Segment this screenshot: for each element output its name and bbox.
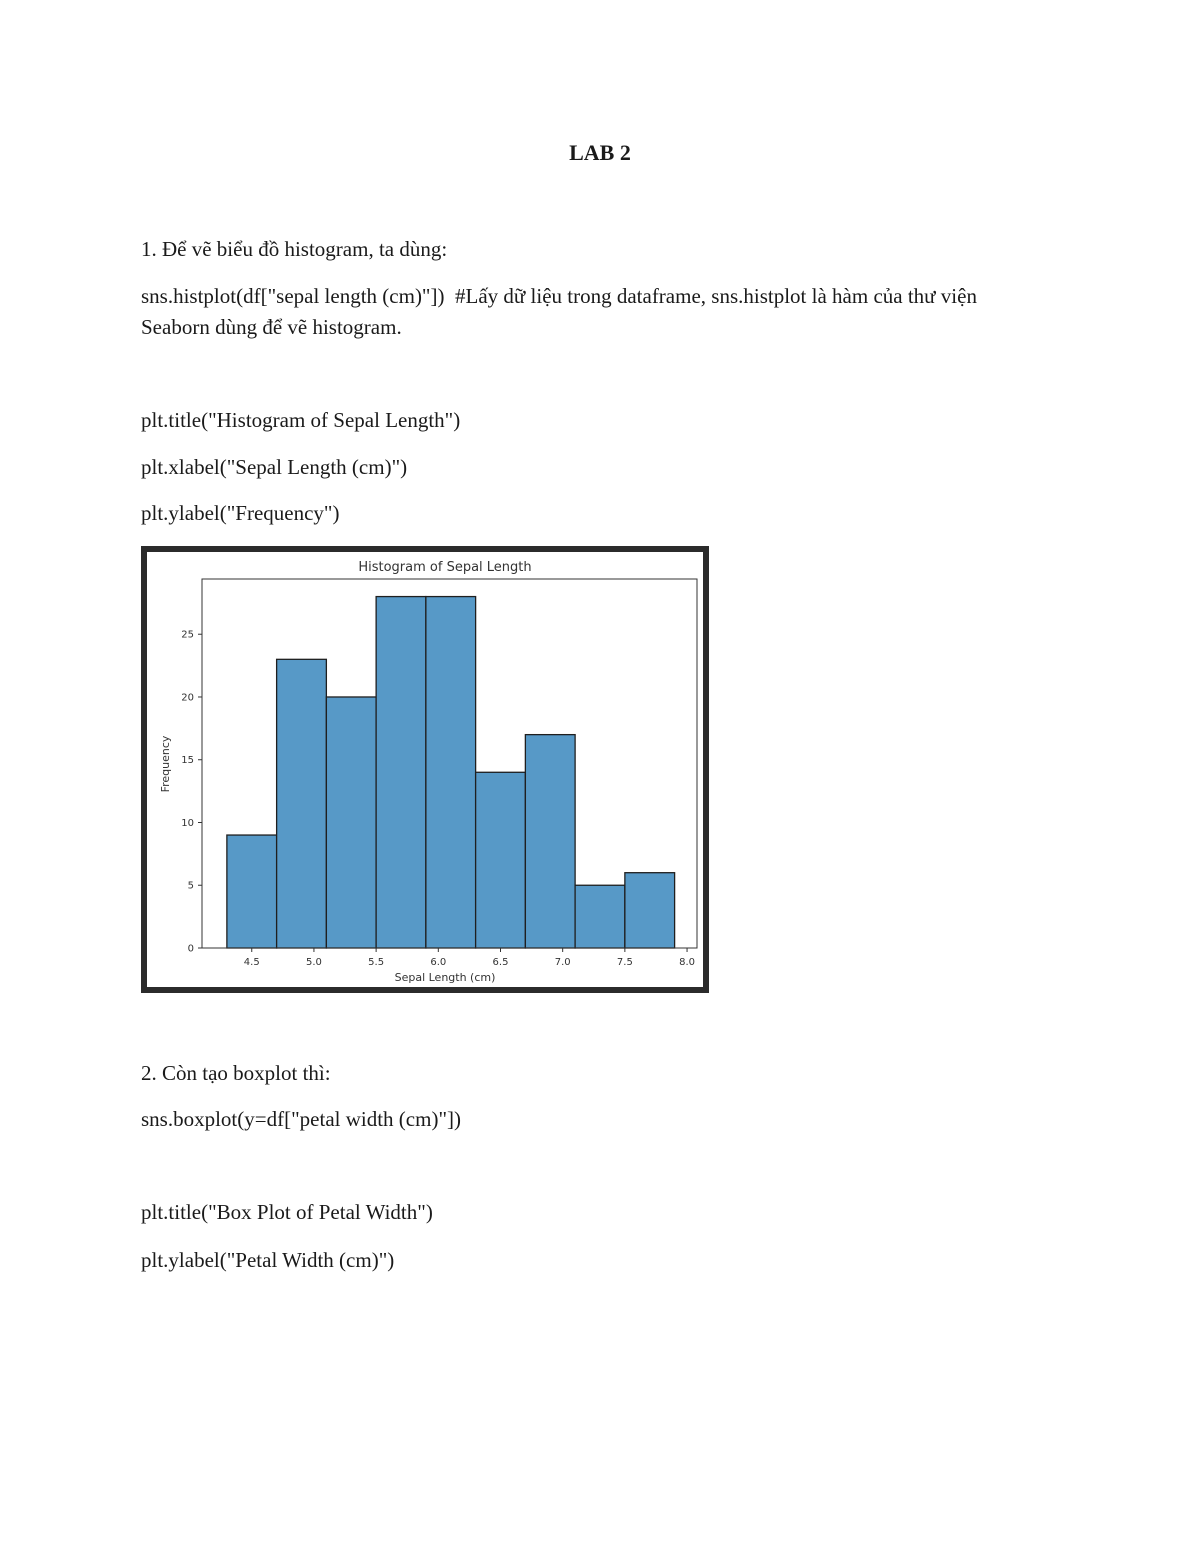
x-tick-label: 5.0 — [305, 957, 322, 968]
histogram-bar — [476, 772, 526, 948]
x-tick-label: 8.0 — [679, 957, 696, 968]
plt-title-line: plt.title("Histogram of Sepal Length") — [141, 408, 461, 432]
y-tick-label: 20 — [181, 692, 194, 704]
histogram-bar — [376, 597, 426, 948]
histogram-bar — [575, 885, 625, 948]
y-tick-label: 25 — [181, 629, 194, 641]
x-tick-label: 7.0 — [554, 957, 571, 968]
boxplot-code-line: sns.boxplot(y=df["petal width (cm)"]) — [141, 1107, 462, 1131]
x-tick-label: 4.5 — [243, 957, 260, 968]
histogram-chart — [147, 552, 703, 987]
x-tick-label: 7.5 — [616, 957, 633, 968]
histogram-figure — [141, 546, 709, 993]
box-title-line: plt.title("Box Plot of Petal Width") — [141, 1200, 433, 1224]
chart-title: Histogram of Sepal Length — [358, 560, 532, 575]
document-title: LAB 2 — [569, 140, 631, 165]
x-axis-label: Sepal Length (cm) — [394, 971, 496, 984]
histogram-bar — [426, 597, 476, 948]
histogram-bar — [277, 659, 327, 948]
y-tick-label: 0 — [187, 943, 194, 955]
y-tick-label: 10 — [181, 817, 194, 829]
histogram-bar — [525, 735, 575, 948]
section-1-heading: 1. Để vẽ biểu đồ histogram, ta dùng: — [141, 237, 448, 261]
histogram-bar — [227, 835, 277, 948]
y-axis-label: Frequency — [159, 735, 172, 793]
x-tick-label: 5.5 — [368, 957, 385, 968]
section-2-heading: 2. Còn tạo boxplot thì: — [141, 1061, 331, 1085]
plt-xlabel-line: plt.xlabel("Sepal Length (cm)") — [141, 455, 408, 479]
x-tick-label: 6.0 — [430, 957, 447, 968]
y-tick-label: 15 — [181, 755, 194, 767]
plt-ylabel-line: plt.ylabel("Frequency") — [141, 501, 340, 525]
y-tick-label: 5 — [187, 880, 194, 892]
histogram-bar — [326, 697, 376, 948]
x-tick-label: 6.5 — [492, 957, 509, 968]
histplot-code-line: sns.histplot(df["sepal length (cm)"]) #Lấy dữ liệu trong dataframe, sns.histplot là hàm của thư viện Seaborn dùng để vẽ histogram. — [141, 284, 983, 339]
histogram-bar — [625, 873, 675, 948]
box-ylabel-line: plt.ylabel("Petal Width (cm)") — [141, 1248, 395, 1272]
